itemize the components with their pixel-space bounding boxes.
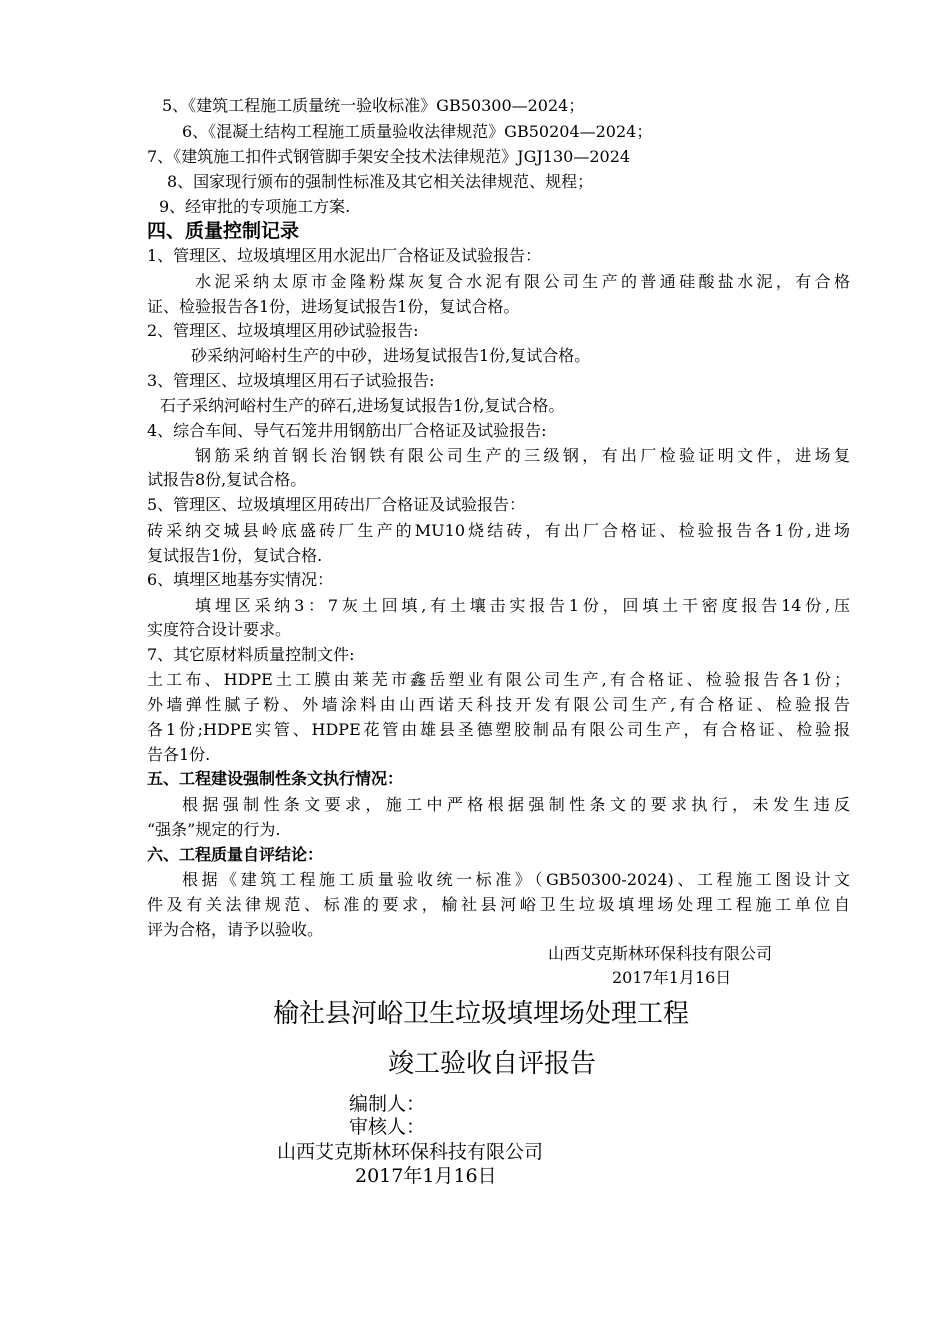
cover-date: 2017年1月16日 bbox=[355, 1165, 497, 1187]
record-item-6-text: 填埋区采纳3：7灰土回填,有土壤击实报告1份，回填土干密度报告14份,压 bbox=[195, 596, 850, 615]
record-item-4-text-cont: 试报告8份,复试合格。 bbox=[147, 470, 307, 489]
mandatory-provisions-text-cont: “强条”规定的行为. bbox=[147, 820, 281, 839]
record-item-3: 3、管理区、垃圾填埋区用石子试验报告: bbox=[147, 371, 435, 390]
cover-company: 山西艾克斯林环保科技有限公司 bbox=[277, 1141, 544, 1163]
record-item-7: 7、其它原材料质量控制文件: bbox=[147, 645, 355, 664]
section-heading-quality-records: 四、质量控制记录 bbox=[147, 220, 300, 242]
reference-item-8: 8、国家现行颁布的强制性标准及其它相关法律规范、规程； bbox=[167, 172, 594, 191]
company-signature: 山西艾克斯林环保科技有限公司 bbox=[548, 944, 773, 963]
cover-title-line-2: 竣工验收自评报告 bbox=[388, 1049, 597, 1079]
editor-label: 编制人： bbox=[349, 1093, 426, 1115]
record-item-6-text-cont: 实度符合设计要求。 bbox=[147, 620, 292, 639]
self-evaluation-text: 根据《建筑工程施工质量验收统一标准》（GB50300-2024)、工程施工图设计文 bbox=[182, 870, 850, 889]
cover-title-line-1: 榆社县河峪卫生垃圾填埋场处理工程 bbox=[273, 999, 690, 1029]
record-item-1-text-cont: 证、检验报告各1份，进场复试报告1份，复试合格。 bbox=[147, 297, 520, 316]
section-heading-self-evaluation: 六、工程质量自评结论： bbox=[147, 845, 324, 864]
record-item-2: 2、管理区、垃圾填埋区用砂试验报告: bbox=[147, 321, 419, 340]
record-item-7-text: 土工布、HDPE土工膜由莱芜市鑫岳塑业有限公司生产,有合格证、检验报告各1份； bbox=[147, 670, 850, 689]
self-evaluation-text-cont-2: 评为合格，请予以验收。 bbox=[147, 920, 324, 939]
self-evaluation-text-cont-1: 件及有关法律规范、标准的要求，榆社县河峪卫生垃圾填埋场处理工程施工单位自 bbox=[147, 895, 850, 914]
record-item-2-text: 砂采纳河峪村生产的中砂，进场复试报告1份,复试合格。 bbox=[191, 346, 591, 365]
record-item-7-text-cont-3: 告各1份. bbox=[147, 745, 211, 764]
record-item-7-text-cont-1: 外墙弹性腻子粉、外墙涂料由山西诺天科技开发有限公司生产,有合格证、检验报告 bbox=[147, 695, 850, 714]
reference-item-7: 7、《建筑施工扣件式钢管脚手架安全技术法律规范》JGJ130—2024 bbox=[147, 147, 631, 166]
record-item-5-text: 砖采纳交城县岭底盛砖厂生产的MU10烧结砖，有出厂合格证、检验报告各1份,进场 bbox=[147, 521, 850, 540]
record-item-5: 5、管理区、垃圾填埋区用砖出厂合格证及试验报告： bbox=[147, 495, 526, 514]
record-item-1-text: 水泥采纳太原市金隆粉煤灰复合水泥有限公司生产的普通硅酸盐水泥，有合格 bbox=[195, 272, 850, 291]
mandatory-provisions-text: 根据强制性条文要求，施工中严格根据强制性条文的要求执行，未发生违反 bbox=[182, 795, 850, 814]
record-item-4-text: 钢筋采纳首钢长治钢铁有限公司生产的三级钢，有出厂检验证明文件，进场复 bbox=[195, 446, 850, 465]
reference-item-6: 6、《混凝土结构工程施工质量验收法律规范》GB50204—2024； bbox=[182, 122, 653, 141]
signature-date: 2017年1月16日 bbox=[612, 968, 732, 987]
record-item-5-text-cont: 复试报告1份，复试合格. bbox=[147, 546, 323, 565]
record-item-7-text-cont-2: 各1份;HDPE实管、HDPE花管由雄县圣德塑胶制品有限公司生产，有合格证、检验报 bbox=[147, 720, 850, 739]
record-item-4: 4、综合车间、导气石笼井用钢筋出厂合格证及试验报告: bbox=[147, 421, 547, 440]
reference-item-5: 5、《建筑工程施工质量统一验收标准》GB50300—2024； bbox=[162, 96, 585, 115]
record-item-6: 6、填埋区地基夯实情况： bbox=[147, 570, 334, 589]
reference-item-9: 9、经审批的专项施工方案. bbox=[159, 197, 351, 216]
record-item-3-text: 石子采纳河峪村生产的碎石,进场复试报告1份,复试合格。 bbox=[160, 396, 565, 415]
record-item-1: 1、管理区、垃圾填埋区用水泥出厂合格证及试验报告： bbox=[147, 246, 542, 265]
section-heading-mandatory-provisions: 五、工程建设强制性条文执行情况： bbox=[147, 769, 404, 788]
reviewer-label: 审核人： bbox=[349, 1116, 426, 1138]
